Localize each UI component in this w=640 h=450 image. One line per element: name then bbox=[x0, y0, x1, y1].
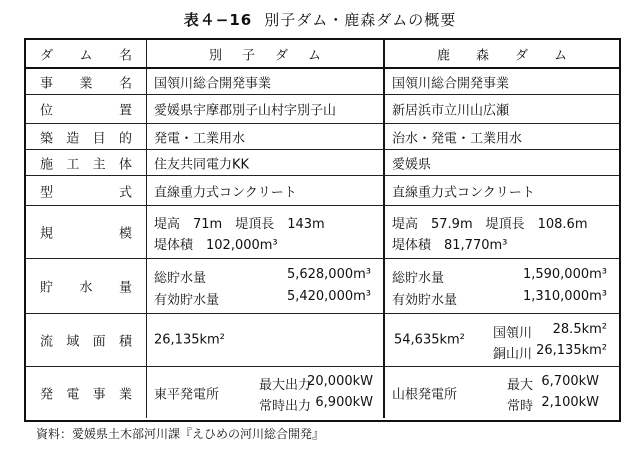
storage-dam-a-total-label: 総貯水量 bbox=[154, 271, 207, 286]
storage-dam-b-eff-label: 有効貯水量 bbox=[392, 293, 458, 308]
type-dam-a: 直線重力式コンクリート bbox=[154, 185, 297, 200]
storage-row bbox=[26, 259, 619, 314]
storage-label: 貯 水 量 bbox=[40, 280, 132, 296]
scale-row bbox=[26, 206, 619, 259]
scale-dam-a-line1: 堤高 71m 堤頂長 143m bbox=[154, 217, 325, 232]
project-label: 事 業 名 bbox=[40, 76, 132, 91]
power-dam-a-norm-label: 常時出力 bbox=[259, 399, 312, 414]
header-dam-a: 別 子 ダ ム bbox=[208, 48, 322, 63]
power-dam-b-norm-value: 2,100kW bbox=[541, 395, 599, 410]
type-dam-b: 直線重力式コンクリート bbox=[392, 185, 535, 200]
purpose-dam-b: 治水・発電・工業用水 bbox=[392, 131, 523, 146]
header-dam-b-cell bbox=[385, 40, 619, 67]
basin-dam-b-sub1-value: 28.5km² bbox=[552, 322, 607, 337]
power-dam-a-norm-value: 6,900kW bbox=[315, 395, 373, 410]
power-row bbox=[26, 367, 619, 418]
power-dam-b-norm-label: 常時 bbox=[507, 399, 534, 414]
basin-row bbox=[26, 314, 619, 367]
basin-dam-b-sub2-value: 26,135km² bbox=[536, 343, 607, 358]
storage-dam-b-eff-value: 1,310,000m³ bbox=[522, 289, 607, 304]
project-dam-b: 国領川総合開発事業 bbox=[392, 76, 510, 91]
type-row bbox=[26, 176, 619, 206]
basin-dam-b-sub2-name: 銅山川 bbox=[493, 347, 533, 362]
power-dam-a-max-label: 最大出力 bbox=[259, 378, 312, 393]
header-dam-a-cell bbox=[147, 40, 385, 67]
header-label: ダ ム 名 bbox=[40, 48, 132, 63]
basin-dam-a: 26,135km² bbox=[154, 332, 225, 348]
builder-dam-a: 住友共同電力KK bbox=[154, 157, 250, 172]
builder-row bbox=[26, 150, 619, 176]
dam-overview-table bbox=[24, 38, 621, 422]
table-number: 表４−16 bbox=[183, 11, 253, 29]
basin-dam-b-sub1-name: 国領川 bbox=[493, 326, 533, 341]
power-dam-b-max-label: 最大 bbox=[507, 378, 534, 393]
scale-dam-b-line1: 堤高 57.9m 堤頂長 108.6m bbox=[392, 217, 588, 232]
builder-dam-b: 愛媛県 bbox=[392, 157, 432, 172]
project-dam-a: 国領川総合開発事業 bbox=[154, 76, 272, 91]
power-dam-a-max-value: 20,000kW bbox=[307, 374, 373, 389]
scale-dam-b-line2: 堤体積 81,770m³ bbox=[392, 238, 508, 253]
purpose-dam-a: 発電・工業用水 bbox=[154, 131, 246, 146]
source-note: 資料：愛媛県土木部河川課『えひめの河川総合開発』 bbox=[36, 427, 325, 441]
header-label-cell bbox=[26, 40, 147, 67]
storage-dam-a-eff-value: 5,420,000m³ bbox=[286, 289, 371, 304]
power-dam-b-max-value: 6,700kW bbox=[541, 374, 599, 389]
power-label: 発 電 事 業 bbox=[40, 387, 132, 402]
storage-dam-b-total-value: 1,590,000m³ bbox=[522, 267, 607, 282]
power-dam-a-station: 東平発電所 bbox=[154, 387, 220, 402]
table-title bbox=[0, 9, 640, 31]
storage-dam-b-total-label: 総貯水量 bbox=[392, 271, 445, 286]
scale-label: 規 模 bbox=[40, 226, 132, 242]
table-caption: 別子ダム・鹿森ダムの概要 bbox=[264, 11, 457, 29]
basin-dam-b-total: 54,635km² bbox=[394, 332, 465, 348]
header-row bbox=[26, 40, 619, 69]
scale-dam-a-line2: 堤体積 102,000m³ bbox=[154, 238, 278, 253]
type-label: 型 式 bbox=[40, 185, 132, 200]
purpose-label: 築 造 目 的 bbox=[40, 131, 132, 146]
purpose-row bbox=[26, 124, 619, 150]
location-label: 位 置 bbox=[40, 103, 132, 119]
location-dam-a: 愛媛県宇摩郡別子山村字別子山 bbox=[154, 103, 337, 119]
storage-dam-a-eff-label: 有効貯水量 bbox=[154, 293, 220, 308]
header-dam-b: 鹿 森 ダ ム bbox=[436, 48, 568, 63]
basin-label: 流 域 面 積 bbox=[40, 334, 132, 350]
storage-dam-a-total-value: 5,628,000m³ bbox=[286, 267, 371, 282]
location-dam-b: 新居浜市立川山広瀬 bbox=[392, 103, 510, 119]
location-row bbox=[26, 95, 619, 124]
builder-label: 施 工 主 体 bbox=[40, 157, 132, 172]
project-row bbox=[26, 69, 619, 95]
power-dam-b-station: 山根発電所 bbox=[392, 387, 458, 402]
